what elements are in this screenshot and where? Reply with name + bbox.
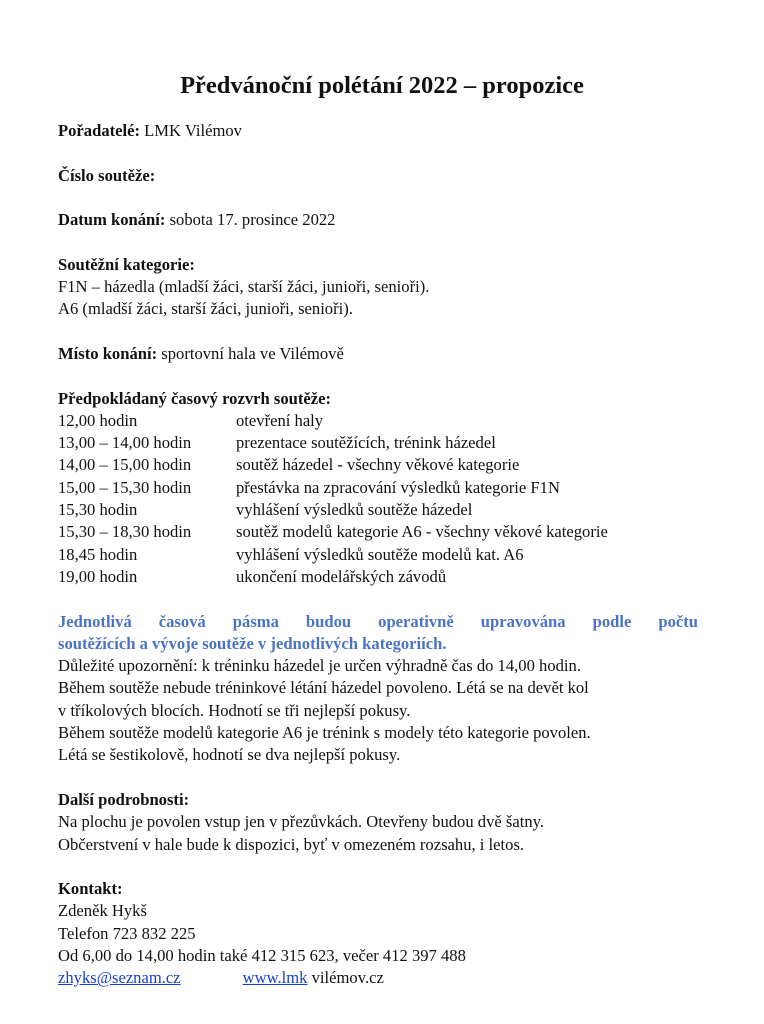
website-link[interactable]: www.lmk (242, 968, 308, 988)
spacer (58, 187, 698, 209)
notice-line: Jednotlivá časová pásma budou operativně upravována podle počtu (58, 611, 698, 631)
organizer-line (58, 120, 698, 142)
date-label: Datum konání: (58, 210, 166, 230)
details-line: Občerstvení v hale bude k dispozici, byť v omezeném rozsahu, i letos. (58, 834, 525, 854)
schedule-time: 18,45 hodin (58, 544, 138, 564)
contact-name: Zdeněk Hykš (58, 901, 147, 921)
schedule-description: přestávka na zpracování výsledků kategorie F1N (236, 477, 560, 497)
schedule-row (58, 566, 698, 588)
rules-line: v tříkolových blocích. Hodnotí se tři nejlepší pokusy. (58, 700, 411, 720)
schedule-description: ukončení modelářských závodů (236, 566, 447, 586)
schedule-time: 15,00 – 15,30 hodin (58, 477, 192, 497)
notice-line: soutěžících a vývoje soutěže v jednotlivých kategoriích. (58, 633, 447, 653)
details-line: Na plochu je povolen vstup jen v přezůvkách. Otevřeny budou dvě šatny. (58, 812, 545, 832)
spacer (58, 588, 698, 610)
spacer (58, 142, 698, 164)
schedule-row (58, 521, 698, 543)
organizer-label: Pořadatelé: (58, 121, 141, 140)
schedule-description: prezentace soutěžících, trénink házedel (236, 433, 496, 453)
organizer-value: LMK Vilémov (140, 121, 242, 140)
schedule-description: otevření haly (236, 410, 324, 430)
competition-number-label: Číslo soutěže: (58, 165, 156, 185)
competition-number-line (58, 165, 698, 187)
spacer (58, 231, 698, 253)
venue-value: sportovní hala ve Vilémově (157, 343, 344, 363)
schedule-time: 19,00 hodin (58, 566, 138, 586)
contact-phone: Telefon 723 832 225 (58, 923, 196, 943)
page-title: Předvánoční polétání 2022 – propozice (180, 72, 584, 99)
email-link[interactable]: zhyks@seznam.cz (58, 968, 181, 988)
category-line: F1N – házedla (mladší žáci, starší žáci, junioři, senioři). (58, 277, 430, 297)
schedule-description: vyhlášení výsledků soutěže modelů kat. A6 (236, 544, 524, 564)
schedule-row (58, 454, 698, 476)
date-line (58, 209, 698, 231)
spacer (58, 856, 698, 878)
schedule-time: 13,00 – 14,00 hodin (58, 433, 192, 453)
schedule-time: 15,30 – 18,30 hodin (58, 522, 192, 542)
venue-line (58, 343, 698, 365)
schedule-row (58, 499, 698, 521)
schedule-row (58, 410, 698, 432)
category-line: A6 (mladší žáci, starší žáci, junioři, senioři). (58, 299, 353, 319)
schedule-row (58, 432, 698, 454)
schedule-time: 14,00 – 15,00 hodin (58, 455, 192, 475)
schedule-description: soutěž házedel - všechny věkové kategorie (236, 455, 520, 475)
schedule-label: Předpokládaný časový rozvrh soutěže: (58, 388, 332, 408)
rules-line: Létá se šestikolově, hodnotí se dva nejlepší pokusy. (58, 745, 401, 765)
rules-line: Během soutěže nebude tréninkové létání házedel povoleno. Létá se na devět kol (58, 678, 589, 698)
schedule-description: soutěž modelů kategorie A6 - všechny věkové kategorie (236, 522, 608, 542)
spacer (58, 365, 698, 387)
contact-hours: Od 6,00 do 14,00 hodin také 412 315 623, večer 412 397 488 (58, 945, 466, 965)
schedule-row (58, 544, 698, 566)
categories-label: Soutěžní kategorie: (58, 254, 195, 274)
schedule-time: 15,30 hodin (58, 500, 138, 520)
spacer (58, 321, 698, 343)
schedule-description: vyhlášení výsledků soutěže házedel (236, 500, 473, 520)
spacer (58, 767, 698, 789)
schedule-table (58, 410, 698, 588)
contact-links (58, 967, 698, 989)
rules-line: Během soutěže modelů kategorie A6 je trénink s modely této kategorie povolen. (58, 723, 591, 743)
schedule-notice (58, 611, 698, 656)
document-body (58, 120, 698, 990)
date-value: sobota 17. prosince 2022 (165, 210, 336, 230)
website-rest: vilémov.cz (307, 968, 384, 988)
schedule-time: 12,00 hodin (58, 410, 138, 430)
venue-label: Místo konání: (58, 343, 158, 363)
rules-line: Důležité upozornění: k tréninku házedel je určen výhradně čas do 14,00 hodin. (58, 656, 581, 676)
schedule-row (58, 477, 698, 499)
contact-label: Kontakt: (58, 879, 123, 899)
details-label: Další podrobnosti: (58, 789, 190, 809)
